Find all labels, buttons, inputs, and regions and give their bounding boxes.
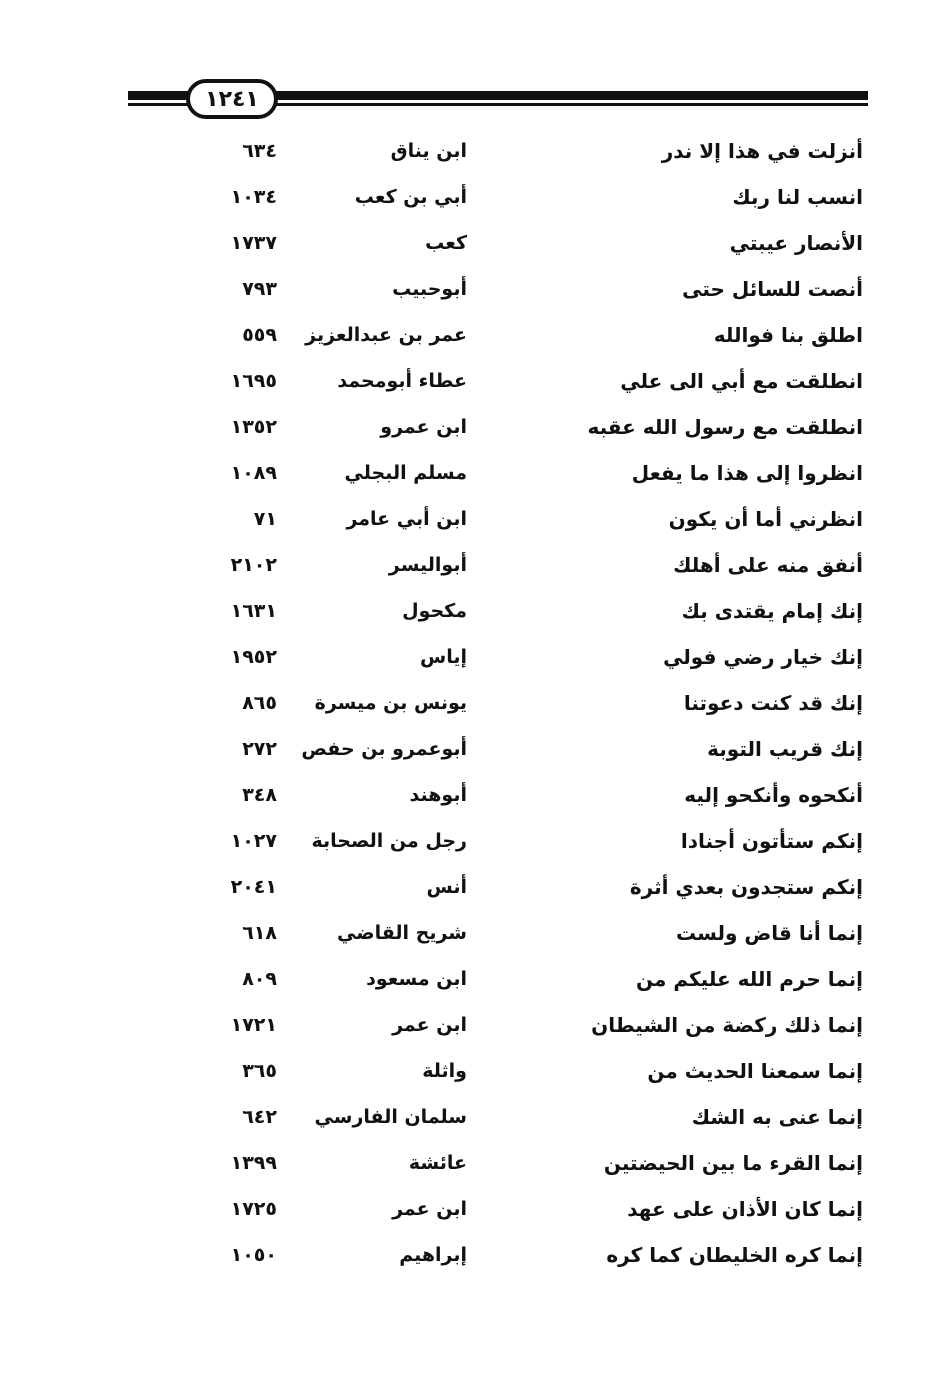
reference-number: ٨٦٥ [242,692,277,714]
hadith-phrase: إنما أنا قاض ولست [675,921,863,945]
narrator-name: مكحول [402,600,467,622]
reference-number: ١٠٨٩ [230,462,277,484]
narrator-name: ابن عمر [392,1014,467,1036]
narrator-name: واثلة [422,1060,467,1082]
reference-number: ٦١٨ [242,922,277,944]
hadith-phrase: إنكم ستجدون بعدي أثرة [629,875,863,899]
hadith-phrase: أنزلت في هذا إلا ندر [661,139,863,163]
table-row [0,772,939,818]
narrator-name: عمر بن عبدالعزيز [305,324,467,346]
table-row [0,174,939,220]
hadith-phrase: انسب لنا ربك [732,185,863,209]
narrator-name: أبوحبيب [392,278,467,300]
table-row [0,1186,939,1232]
hadith-phrase: إنما كره الخليطان كما كره [606,1243,863,1267]
reference-number: ١٧٢١ [230,1014,277,1036]
hadith-phrase: إنما سمعنا الحديث من [647,1059,863,1083]
table-row [0,450,939,496]
hadith-phrase: إنما كان الأذان على عهد [627,1197,863,1221]
reference-number: ٣٤٨ [242,784,277,806]
table-row [0,542,939,588]
narrator-name: ابن مسعود [366,968,467,990]
reference-number: ٢٧٢ [242,738,277,760]
table-row [0,910,939,956]
table-row [0,496,939,542]
hadith-phrase: انطلقت مع أبي الى علي [620,369,863,393]
hadith-phrase: إنما حرم الله عليكم من [636,967,863,991]
narrator-name: عطاء أبومحمد [337,370,467,392]
table-row [0,220,939,266]
reference-number: ١٠٢٧ [230,830,277,852]
narrator-name: كعب [425,232,467,254]
reference-number: ١٦٣١ [230,600,277,622]
hadith-phrase: إنك قريب التوبة [707,737,863,761]
table-row [0,588,939,634]
hadith-phrase: إنما القرء ما بين الحيضتين [603,1151,863,1175]
narrator-name: أبواليسر [388,554,467,576]
page-number: ١٢٤١ [186,79,278,119]
table-row [0,404,939,450]
narrator-name: أبوهند [409,784,467,806]
table-row [0,1140,939,1186]
hadith-phrase: انظروا إلى هذا ما يفعل [631,461,863,485]
reference-number: ٦٣٤ [242,140,277,162]
hadith-phrase: انطلقت مع رسول الله عقبه [587,415,863,439]
narrator-name: ابن أبي عامر [346,508,467,530]
reference-number: ٥٥٩ [242,324,277,346]
table-row [0,312,939,358]
narrator-name: أنس [426,876,467,898]
index-table [0,128,939,1278]
narrator-name: إياس [420,646,467,668]
hadith-phrase: إنك إمام يقتدى بك [681,599,863,623]
reference-number: ١٠٣٤ [230,186,277,208]
hadith-phrase: أنصت للسائل حتى [682,277,863,301]
reference-number: ٧٩٣ [242,278,277,300]
reference-number: ٨٠٩ [242,968,277,990]
reference-number: ١٩٥٢ [230,646,277,668]
table-row [0,956,939,1002]
narrator-name: أبي بن كعب [354,186,467,208]
table-row [0,358,939,404]
narrator-name: سلمان الفارسي [314,1106,467,1128]
reference-number: ١٣٩٩ [230,1152,277,1174]
narrator-name: يونس بن ميسرة [314,692,467,714]
table-row [0,1232,939,1278]
reference-number: ١٣٥٢ [230,416,277,438]
reference-number: ١٧٢٥ [230,1198,277,1220]
narrator-name: عائشة [408,1152,467,1174]
hadith-phrase: أنكحوه وأنكحو إليه [684,783,863,807]
table-row [0,266,939,312]
reference-number: ٢٠٤١ [230,876,277,898]
hadith-phrase: إنما ذلك ركضة من الشيطان [591,1013,863,1037]
table-row [0,680,939,726]
hadith-phrase: إنما عنى به الشك [691,1105,863,1129]
narrator-name: شريح القاضي [337,922,467,944]
narrator-name: ابن عمرو [380,416,467,438]
narrator-name: أبوعمرو بن حفص [301,738,467,760]
table-row [0,818,939,864]
reference-number: ٢١٠٢ [230,554,277,576]
table-row [0,128,939,174]
reference-number: ٧١ [253,508,277,530]
narrator-name: ابن يناق [390,140,467,162]
hadith-phrase: الأنصار عيبتي [729,231,863,255]
reference-number: ١٠٥٠ [230,1244,277,1266]
table-row [0,726,939,772]
hadith-phrase: انظرني أما أن يكون [668,507,863,531]
narrator-name: مسلم البجلي [344,462,467,484]
narrator-name: إبراهيم [399,1244,467,1266]
reference-number: ٣٦٥ [242,1060,277,1082]
hadith-phrase: إنكم ستأتون أجنادا [680,829,863,853]
hadith-phrase: أنفق منه على أهلك [673,553,863,577]
hadith-phrase: إنك قد كنت دعوتنا [683,691,863,715]
hadith-phrase: إنك خيار رضي فولي [663,645,863,669]
narrator-name: ابن عمر [392,1198,467,1220]
narrator-name: رجل من الصحابة [311,830,467,852]
table-row [0,634,939,680]
reference-number: ١٦٩٥ [230,370,277,392]
reference-number: ١٧٣٧ [230,232,277,254]
table-row [0,864,939,910]
reference-number: ٦٤٢ [242,1106,277,1128]
table-row [0,1048,939,1094]
hadith-phrase: اطلق بنا فوالله [713,323,863,347]
table-row [0,1094,939,1140]
table-row [0,1002,939,1048]
